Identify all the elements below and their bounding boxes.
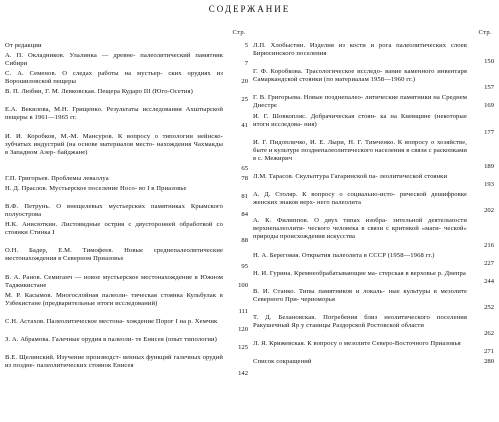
toc-entry-text: Г. Ф. Коробкова. Трасологическое исследо- вание каменного инвентаря Самаркандской стоянки (по материалам 1958—1960 гг.) [253,68,467,84]
toc-entry [253,173,494,189]
toc-entry [253,68,494,92]
toc-entry-text: Г.П. Григорьев. Проблемы леваллуа [5,174,109,182]
toc-entry-page: 150 [484,58,494,66]
toc-entry-text: Н. А. Береговая. Открытия палеолита в СССР (1958—1968 гг.) [253,251,435,259]
toc-entry-page: 81 [241,192,248,200]
toc-entry-page: 189 [484,162,494,170]
toc-entry-page: 41 [241,122,248,130]
toc-entry-page: 88 [241,237,248,245]
toc-entry-text: В. П. Любин, Г. М. Левковская. Пещера Кударо III (Юго-Осетия) [5,88,193,96]
toc-entry [5,70,248,86]
toc-entry [5,88,248,104]
toc-entry-page: 100 [238,281,248,289]
toc-entry [253,217,494,249]
toc-entry-page: 202 [484,207,494,215]
toc-entry-text: Г. В. Григорьева. Новые позднепалео- литические памятники на Среднем Днестре [253,94,467,110]
toc-entry-page: 177 [484,128,494,136]
toc-entry-page: 280 [484,358,494,366]
toc-entry-text: Список сокращений [253,358,312,366]
toc-entry-page: 111 [238,307,248,315]
toc-entry [253,113,494,137]
toc-entry-text: Т. Д. Белановская. Погребения близ неолитического поселения Ракушечный Яр у станицы Раздорской Ростовской области [253,314,467,330]
toc-entry-text: Л.М. Тарасов. Скульптура Гагаринской па- леолитической стоянки [253,173,448,180]
toc-entry-text: От редакции [5,42,42,49]
toc-entry-text: Л.П. Хлобыстин. Изделия из кости и рога палеолитических слоев Бирюсинского поселения [253,42,467,58]
toc-entry-page: 84 [241,211,248,219]
toc-entry [253,340,494,356]
toc-entry-text: Н. И. Гурина. Кремнеобрабатывающие ма- стерская в верховье р. Днепра [253,269,466,277]
toc-entry [253,252,494,268]
toc-entry-page: 252 [484,303,494,311]
toc-entry-text: Н.К. Анисюткин. Листовидные острия с двусторонней обработкой со стоянки Стинка I [5,221,223,237]
toc-entry-page: 157 [484,84,494,92]
toc-entry-page: 125 [238,343,248,351]
toc-entry [5,292,248,316]
toc-entry-text: Е.А. Векилова, М.Н. Грищенко. Результаты исследования Ахштырской пещеры в 1961—1965 гг. [5,106,223,122]
toc-entry-page: 78 [241,174,248,182]
toc-entry-page: 227 [484,259,494,267]
toc-entry [253,139,494,171]
toc-entry-text: З. А. Абрамова. Галечные орудия в палеоли- те Енисея (опыт типологии) [5,335,217,343]
toc-entry-text: И. И. Коробков, М.-М. Мансуров. К вопросу о типологии нейнско-зубчатых индустрий (на основе материалов место- нахождения Чахмакды в Западном Азер- байджане) [5,132,223,156]
toc-entry-page: 120 [238,325,248,333]
toc-entry-text: В.Е. Щелинский. Изучение производст- венных функций галечных орудий из поздне- палеолитических стоянок Енисея [5,354,223,370]
toc-entry-page: 169 [484,102,494,110]
page-column-header: Стр. [478,29,492,36]
toc-entry-text: А. К. Филиппов. О двух типах изобра- зительной деятельности верхнепалеолити- ческого человека в связи с критикой «маги- ческой» природы происхождения искусства [253,217,467,241]
toc-entry-text: А. Д. Столяр. К вопросу о социально-исто- рической дешифровке женских знаков верх- него палеолита [253,191,467,207]
toc-entry [253,288,494,312]
toc-entry [253,270,494,286]
toc-entry-text: В.Ф. Петрунь. О внещелевых мустьерских памятниках Крымского полуострова [5,203,223,219]
toc-entry-text: С. А. Семенов. О следах работы на мустьер- ских орудиях из Ворошиловской пещеры [5,70,223,86]
toc-entry-text: И. Г. Пидопличко, И. Е. Лыри, Н. Г. Тимченко. К вопросу о хозяйстве, быте и культуре позднепалеолитического населения в связи с раскопками в с. Межирич [253,138,467,162]
toc-entry-text: С.Н. Астахов. Палеолитическое местона- хождение Порог I на р. Хемчик [5,317,218,325]
toc-entry-text: И. Г. Шовкопляс. Добрачическая стоян- ка на Киевщине (некоторые итоги исследова- ния) [253,112,467,128]
toc-entry-page: 25 [241,96,248,104]
toc-entry-page: 5 [244,42,248,49]
toc-entry-page: 20 [241,78,248,86]
toc-entry-page: 216 [484,241,494,249]
toc-entry [253,358,494,366]
toc-entry-text: О.Н. Бадер, Е.М. Тимофеев. Новые среднепалеолитические местонахождения в Северном Приазовье [5,247,223,263]
toc-entry-page: 244 [484,277,494,285]
toc-entry [253,42,494,66]
toc-entry [253,94,494,110]
toc-entry-text: В. И. Станко. Типы памятников и локаль- ные культуры в мезолите Северного При- черноморья [253,287,467,303]
toc-entry-text: Н. Д. Праслов. Мустьерское поселение Носо- во I в Приазовье [5,184,187,192]
toc-entry [5,185,248,201]
toc-entry-page: 7 [244,60,248,68]
toc-entry-text: В. А. Ранов. Семиганч — новое мустьерское местонахождение в Южном Таджикистане [5,273,223,289]
toc-entry-page: 142 [238,370,248,378]
toc-entry-page: 65 [241,164,248,172]
toc-entry [5,274,248,290]
page-title: СОДЕРЖАНИЕ [208,4,291,14]
toc-entry [5,318,248,334]
toc-entry-page: 95 [241,263,248,271]
toc-entry [5,221,248,245]
toc-entry [5,133,248,174]
toc-entry-text: М. Р. Касымов. Многослойная палеоли- тическая стоянка Кульбулак в Узбекистане (предварительные итоги исследований) [5,291,223,307]
toc-entry [253,314,494,338]
toc-entry [5,336,248,352]
toc-entry-page: 262 [484,330,494,338]
toc-entry [5,247,248,271]
toc-entry-text: А. П. Окладников. Улалинка — древне- палеолитический памятник Сибири [5,52,223,68]
toc-entry [5,203,248,219]
page-column-header: Стр. [232,29,246,36]
toc-entry [5,52,248,68]
toc-entry [5,106,248,130]
toc-entry-text: Л. Я. Крижевская. К вопросу о мезолите Северо-Восточного Приазовья [253,340,461,348]
toc-entry [5,42,248,50]
toc-entry-page: 271 [484,348,494,356]
toc-entry [5,354,248,378]
toc-entry [253,191,494,215]
toc-entry-page: 193 [484,181,494,189]
toc-entry [5,175,248,183]
